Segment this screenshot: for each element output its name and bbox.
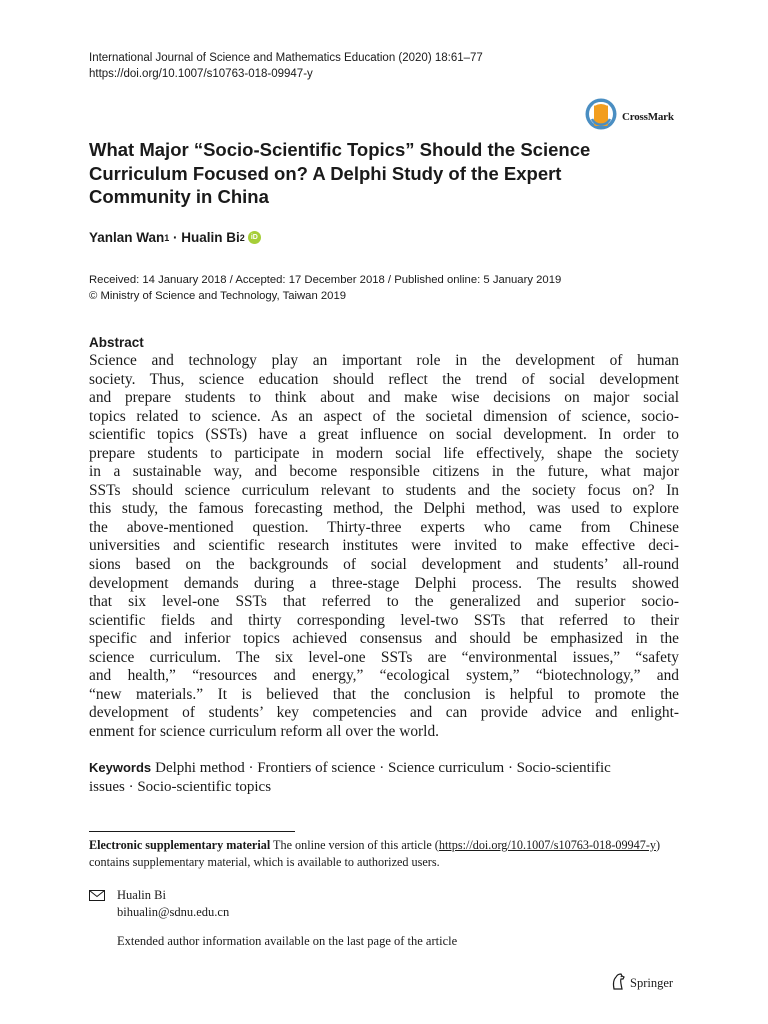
keywords-label: Keywords bbox=[89, 760, 152, 775]
corresponding-author-name: Hualin Bi bbox=[117, 888, 166, 902]
esm-text: ) contains supplementary material, which is available to authorized users. bbox=[89, 838, 661, 869]
author-separator: · bbox=[169, 230, 182, 245]
publisher-name: Springer bbox=[630, 976, 674, 990]
abstract-line: and health,” “resources and energy,” “ecological system,” “biotechnology,” and bbox=[89, 667, 679, 685]
abstract-line: Science and technology play an important role in the development of human bbox=[89, 352, 679, 369]
publisher-logo bbox=[610, 973, 673, 994]
author-name[interactable]: Hualin Bi bbox=[181, 230, 240, 245]
springer-horse-icon bbox=[610, 973, 626, 994]
extended-author-info: Extended author information available on the last page of the article bbox=[117, 934, 458, 948]
crossmark-icon bbox=[584, 97, 618, 136]
abstract-line: topics related to science. As an aspect of the societal dimension of science, socio- bbox=[89, 407, 679, 425]
author-name[interactable]: Yanlan Wan bbox=[89, 230, 165, 245]
author-list bbox=[89, 230, 261, 245]
abstract-line: enment for science curriculum reform all over the world. bbox=[89, 722, 439, 740]
journal-header bbox=[89, 50, 483, 82]
abstract-line: sions based on the backgrounds of social development and students’ all-round bbox=[89, 556, 679, 574]
keywords-line: issues · Socio-scientific topics bbox=[89, 779, 272, 795]
crossmark-badge[interactable] bbox=[584, 97, 674, 136]
abstract-line: “new materials.” It is believed that the conclusion is helpful to promote the bbox=[89, 685, 679, 703]
keywords-line: Delphi method · Frontiers of science · Science curriculum · Socio-scientific bbox=[155, 760, 611, 776]
esm-label: Electronic supplementary material bbox=[89, 838, 271, 852]
abstract-line: and prepare students to think about and make wise decisions on major social bbox=[89, 389, 679, 407]
abstract-line: development demands during a three-stage Delphi process. The results showed bbox=[89, 574, 679, 592]
abstract-line: development of students’ key competencies and can provide advice and enlight- bbox=[89, 704, 679, 722]
supplementary-note bbox=[89, 837, 681, 870]
history-dates: Received: 14 January 2018 / Accepted: 17 December 2018 / Published online: 5 January 2019 bbox=[89, 274, 562, 286]
abstract-line: society. Thus, science education should reflect the trend of social development bbox=[89, 370, 679, 388]
esm-text: The online version of this article ( bbox=[270, 838, 439, 852]
abstract-body bbox=[89, 352, 679, 741]
abstract-line: universities and scientific research institutes were invited to make effective deci- bbox=[89, 537, 679, 555]
abstract-line: prepare students to participate in modern social life effectively, shape the society bbox=[89, 444, 679, 462]
abstract-line: scientific topics (SSTs) have a great influence on social development. In order to bbox=[89, 426, 679, 444]
journal-citation: International Journal of Science and Mathematics Education (2020) 18:61–77 bbox=[89, 52, 483, 64]
correspondence bbox=[89, 887, 229, 920]
abstract-line: SSTs should science curriculum relevant to students and the society focus on? In bbox=[89, 481, 679, 499]
keywords-section bbox=[89, 758, 679, 797]
abstract-line: science curriculum. The six level-one SSTs are “environmental issues,” “safety bbox=[89, 648, 679, 666]
footnote-divider bbox=[89, 831, 295, 832]
abstract-line: specific and inferior topics achieved consensus and should be emphasized in the bbox=[89, 630, 679, 648]
crossmark-label: CrossMark bbox=[622, 110, 674, 123]
copyright-line: © Ministry of Science and Technology, Taiwan 2019 bbox=[89, 289, 347, 302]
abstract-line: this study, the famous forecasting method, the Delphi method, was used to explore bbox=[89, 500, 679, 518]
article-title: What Major “Socio-Scientific Topics” Should the Science Curriculum Focused on? A Delphi Study of the Expert Community in China bbox=[89, 139, 591, 207]
author-affiliation-marker: 1 bbox=[164, 232, 170, 243]
doi-link[interactable]: https://doi.org/10.1007/s10763-018-09947-y bbox=[89, 68, 313, 80]
orcid-icon[interactable]: iD bbox=[248, 231, 261, 244]
abstract-line: the above-mentioned question. Thirty-three experts who came from Chinese bbox=[89, 518, 679, 536]
envelope-icon bbox=[89, 889, 105, 906]
abstract-heading: Abstract bbox=[89, 335, 144, 350]
abstract-line: scientific fields and thirty corresponding level-two SSTs that referred to their bbox=[89, 611, 679, 629]
esm-link[interactable]: https://doi.org/10.1007/s10763-018-09947-y bbox=[438, 838, 656, 852]
abstract-line: in a sustainable way, and become responsible citizens in the future, what major bbox=[89, 463, 679, 481]
author-affiliation-marker: 2 bbox=[239, 232, 245, 243]
abstract-line: that six level-one SSTs that referred to the generalized and superior socio- bbox=[89, 593, 679, 611]
publication-dates bbox=[89, 273, 561, 304]
corresponding-author-email[interactable]: bihualin@sdnu.edu.cn bbox=[117, 904, 230, 919]
